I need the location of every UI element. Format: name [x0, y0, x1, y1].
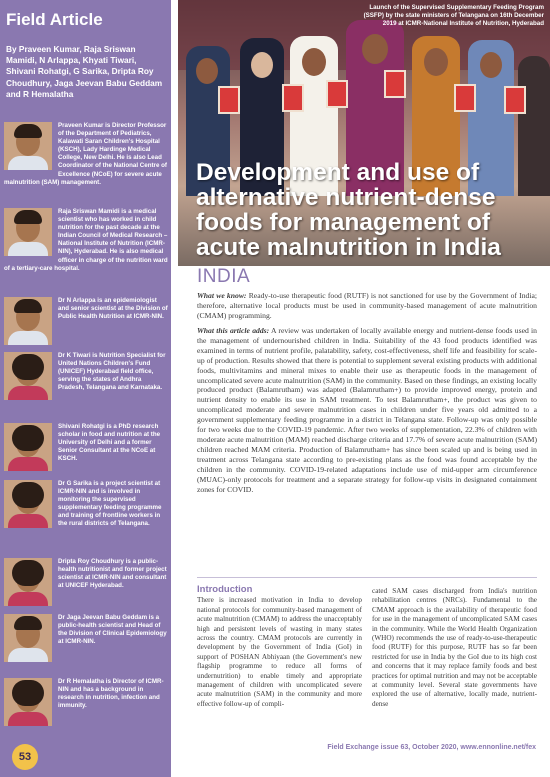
- author-bio: [4, 480, 168, 530]
- author-bio: [4, 297, 168, 347]
- author-photo: [4, 423, 52, 471]
- author-bio-text: Dr Jaga Jeevan Babu Geddam is a public-health scientist and Head of the Division of Clinical Epidemiology at ICMR-NIN.: [58, 614, 167, 646]
- author-bio-text: Dr N Arlappa is an epidemiologist and senior scientist at the Division of Public Health Nutrition at ICMR-NIN.: [58, 297, 168, 321]
- author-bio: [4, 423, 168, 473]
- article-title: Development and use of alternative nutrient-dense foods for management of acute malnutrition in India: [196, 159, 501, 261]
- what-adds-label: What this article adds:: [197, 326, 270, 335]
- what-we-know-label: What we know:: [197, 291, 247, 300]
- author-bio: [4, 614, 168, 664]
- photo-caption: Launch of the Supervised Supplementary Feeding Program (SSFP) by the state ministers of Telangana on 16th December 2019 at ICMR-National Institute of Nutrition, Hyderabad: [363, 4, 544, 27]
- intro-text-1: There is increased motivation in India to develop national protocols for community-based management of acute malnutrition (CMAM) to address the unacceptably high and persistent levels of wasting in many states across the country. CMAM protocols are currently in development by the Government of India (GoI) in support of POSHAN Abhiyaan (the Government's new flagship programme to reduce all forms of undernutrition) to enable timely and appropriate management of children with uncomplicated severe acute malnutrition (SAM) in the community and more effective follow-up of compli-: [197, 596, 362, 708]
- author-bio-text: Dr K Tiwari is Nutrition Specialist for United Nations Children's Fund (UNICEF) Hyderabad field office, serving the states of Andhra Pradesh, Telangana and Karnataka.: [58, 352, 166, 392]
- section-divider: [197, 577, 537, 578]
- what-we-know: [197, 291, 537, 321]
- author-photo: [4, 122, 52, 170]
- section-label: Field Article: [6, 10, 103, 29]
- intro-column-1: [197, 585, 362, 709]
- author-photo: [4, 678, 52, 726]
- author-photo: [4, 297, 52, 345]
- intro-column-2: [372, 587, 537, 709]
- author-bio-text: Dr G Sarika is a project scientist at ICMR-NIN and is involved in monitoring the supervised supplementary feeding programme and training of frontline workers in the rural districts of Telangana.: [58, 480, 162, 528]
- what-we-know-text: Ready-to-use therapeutic food (RUTF) is not sanctioned for use by the Government of India; therefore, alternative local products must be used in community-based management of acute malnutrition (CMAM) programming.: [197, 291, 537, 320]
- author-photo: [4, 614, 52, 662]
- author-bio-text: Praveen Kumar is Director Professor of the Department of Pediatrics, Kalawati Saran Children's Hospital (KSCH), Lady Hardinge Medical College, New Delhi. He is also Lead Coordinator of the National Centre of Excellence (NCoE) for severe acute malnutrition (SAM) management.: [4, 122, 167, 186]
- author-bio-text: Raja Sriswan Mamidi is a medical scientist who has worked in child nutrition for the past decade at the Indian Council of Medical Research – National Institute of Nutrition (ICMR-NIN), Hyderabad. He is also medical officer in charge of the nutrition ward of a tertiary-care hospital.: [4, 208, 168, 272]
- author-bio: [4, 558, 168, 608]
- footer-text: Field Exchange issue 63, October 2020, www.ennonline.net/fex: [327, 744, 536, 751]
- author-photo: [4, 208, 52, 256]
- author-photo: [4, 558, 52, 606]
- author-byline: By Praveen Kumar, Raja Sriswan Mamidi, N Arlappa, Khyati Tiwari, Shivani Rohatgi, G Sarika, Dripta Roy Choudhury, Jaga Jeevan Babu Geddam and R Hemalatha: [6, 44, 163, 99]
- author-bio: [4, 678, 168, 728]
- author-sidebar: [0, 0, 171, 777]
- what-this-adds: [197, 326, 537, 494]
- page-number: 53: [12, 744, 38, 770]
- author-bio: [4, 352, 168, 402]
- author-bio: [4, 122, 168, 187]
- author-bio-text: Shivani Rohatgi is a PhD research scholar in food and nutrition at the University of Delhi and a former Senior Consultant at the NCoE at KSCH.: [58, 423, 161, 463]
- what-adds-text: A review was undertaken of locally available energy and nutrient-dense foods used in the management of undernourished children in India. Suitability of the 43 food products identified was examined in terms of nutrient profile, palatability, safety, cost-effectiveness, shelf life and feasibility for scale-up of production. Results showed that there is potential to supplement several existing products with additional foods, multivitamins and mineral mixes to enable their use as therapeutic foods in the management of uncomplicated severe acute malnutrition (SAM) in the community. Based on these findings, an existing locally produced product (Balamrutham) was adapted (Balamrutham+) to provide improved energy, protein and nutrient density to enable its use in SAM treatment. To test Balamrutham+, the product was given to uncomplicated moderate and severe malnutrition cases in children under five years old admitted to a government supplementary feeding programme in a district in Telangana state. Follow-up was only possible for two weeks due to the COVID-19 pandemic. After two weeks of supplementation, 22.3% of children with moderate acute malnutrition (MAM) reached discharge criteria and 17.7% of severe acute malnutrition (SAM) children reached MAM criteria. Production of Balamrutham+ has since been scaled up and is being used in treatment across Telangana state according to pre-existing plans as the food was found acceptable by the children in the community. COVID-19-related adaptations include use of mid-upper arm circumference (MUAC)-only protocols for treatment and a separate strategy for follow-up visits in designated containment zones for COVID.: [197, 326, 538, 494]
- country-heading: INDIA: [197, 266, 251, 287]
- intro-heading: Introduction: [197, 584, 253, 595]
- author-bio: [4, 208, 168, 273]
- author-bio-text: Dr R Hemalatha is Director of ICMR-NIN and has a background in research in nutrition, infection and immunity.: [58, 678, 164, 710]
- author-photo: [4, 480, 52, 528]
- author-bio-text: Dripta Roy Choudhury is a public-health nutritionist and former project scientist at ICMR-NIN and consultant at UNICEF Hyderabad.: [58, 558, 167, 590]
- intro-text-2: cated SAM cases discharged from India's nutrition rehabilitation centres (NRCs). Fundamental to the CMAM approach is the availability of therapeutic food for use in the management of uncomplicated SAM cases in the community. While the World Health Organization (WHO) recommends the use of ready-to-use-therapeutic food (RUTF) for this purpose, RUTF has so far been restricted for use in India by the GoI due to its high cost and concerns that it may replace family foods and best practices for optimal nutrition and may not be acceptable at community level. Several state governments have explored the use of alternative, locally made, nutrient-dense: [372, 587, 537, 708]
- author-photo: [4, 352, 52, 400]
